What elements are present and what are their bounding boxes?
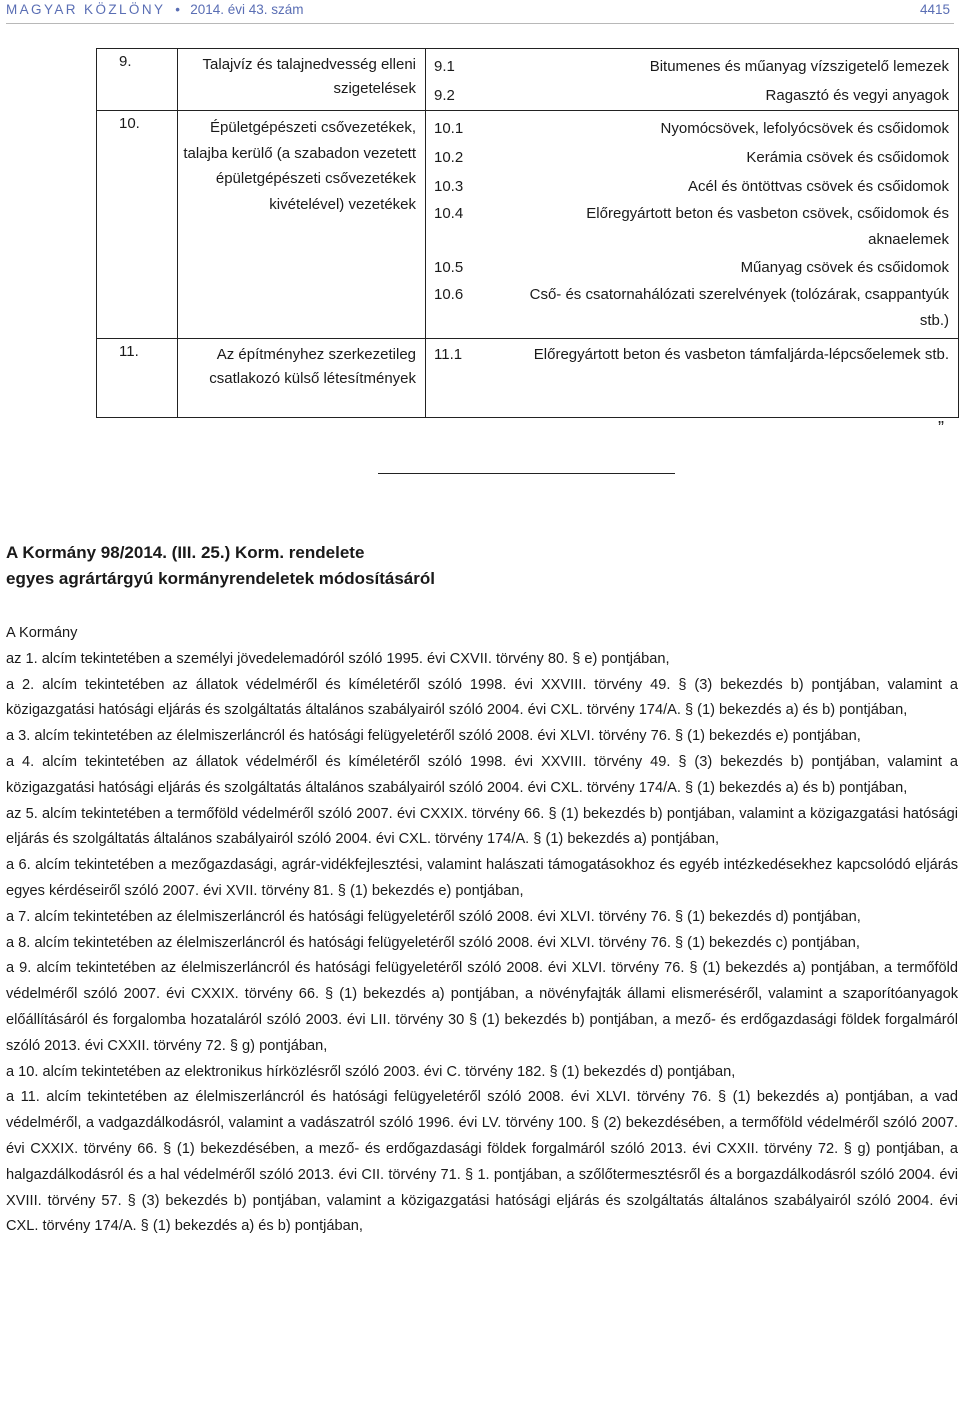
group-items — [426, 49, 959, 111]
header-rule — [6, 23, 954, 24]
closing-quote: ” — [938, 418, 944, 438]
decree-paragraph: az 5. alcím tekintetében a termőföld védelméről szóló 2007. évi CXXIX. törvény 66. § (1) bekezdés b) pontjában, valamint a közigazgatási hatósági eljárás és szolgáltatás általános szabályairól szóló 2004. évi CXL. törvény 174/A. § (1) bekezdés a) pontjában, — [6, 805, 958, 848]
item-text: Előregyártott beton és vasbeton csövek, csőidomok és aknaelemek — [586, 205, 949, 248]
decree-paragraph: a 2. alcím tekintetében az állatok védelméről és kíméletéről szóló 1998. évi XXVIII. törvény 49. § (3) bekezdés b) pontjában, valamint a közigazgatási hatósági eljárás és szolgáltatás általános szabályairól szóló 2004. évi CXL. törvény 174/A. § (1) bekezdés a) és b) pontjában, — [6, 676, 958, 719]
page-header — [0, 0, 960, 26]
list-item — [434, 114, 949, 143]
item-text: Cső- és csatornahálózati szerelvények (tolózárak, csappantyúk stb.) — [529, 286, 949, 329]
list-item — [434, 52, 949, 81]
item-text: Kerámia csövek és csőidomok — [746, 149, 949, 166]
item-text: Műanyag csövek és csőidomok — [740, 259, 949, 276]
item-number: 9.1 — [434, 58, 455, 75]
item-text: Ragasztó és vegyi anyagok — [765, 87, 949, 104]
group-items — [426, 111, 959, 339]
decree-paragraph: a 9. alcím tekintetében az élelmiszerláncról és hatósági felügyeletéről szóló 2008. évi XLVI. törvény 76. § (1) bekezdés a) pontjában, a termőföld védelméről szóló 2007. évi CXXIX. törvény 66. § (1) bekezdés a) pontjában, a növényfajták állami elismeréséről, valamint a szaporítóanyagok előállításáról és forgalomba hozataláról szóló 2003. évi LII. törvény 30 § (1) bekezdés b) pontjában, a mező- és erdőgazdasági földek forgalmáról szóló 2013. évi CXXII. törvény 72. § g) pontjában, — [6, 960, 958, 1054]
list-item — [434, 282, 949, 338]
decree-paragraph: az 1. alcím tekintetében a személyi jövedelemadóról szóló 1995. évi CXVII. törvény 80. § e) pontjában, — [6, 650, 670, 667]
decree-paragraph: a 11. alcím tekintetében az élelmiszerláncról és hatósági felügyeletéről szóló 2008. évi XLVI. törvény 76. § (1) bekezdés a) pontjában, a vad védelméről, a vadgazdálkodásról, valamint a vadászatról szóló 1996. évi LV. törvény 100. § (2) bekezdésében, a termőföld védelméről szóló 2007. évi CXXIX. törvény 66. § (1) bekezdésében, a mező- és erdőgazdasági földek forgalmáról szóló 2013. évi CXXII. törvény 72. § g) pontjában, a halgazdálkodásról és a hal védelméről szóló 2013. évi CII. törvény 71. § 1. pontjában, a szőlőtermesztésről és a borgazdálkodásról szóló 2004. évi XVIII. törvény 57. § (3) bekezdés b) pontjában, valamint a közigazgatási hatósági eljárás és szolgáltatás általános szabályairól szóló 2004. évi CXL. törvény 174/A. § (1) bekezdés a) és b) pontjában, — [6, 1089, 958, 1235]
section-separator — [378, 473, 675, 474]
item-text: Nyomócsövek, lefolyócsövek és csőidomok — [660, 120, 949, 137]
decree-paragraph: a 7. alcím tekintetében az élelmiszerláncról és hatósági felügyeletéről szóló 2008. évi XLVI. törvény 76. § (1) bekezdés d) pontjában, — [6, 908, 861, 925]
table-row — [97, 339, 959, 418]
item-number: 11.1 — [434, 346, 463, 363]
decree-paragraph: a 8. alcím tekintetében az élelmiszerláncról és hatósági felügyeletéről szóló 2008. évi XLVI. törvény 76. § (1) bekezdés c) pontjában, — [6, 934, 860, 951]
group-number: 10. — [97, 111, 178, 339]
journal-header — [6, 2, 304, 17]
item-text: Előregyártott beton és vasbeton támfaljárda-lépcsőelemek stb. — [533, 346, 949, 363]
group-name: Talajvíz és talajnedvesség elleni szigetelések — [178, 49, 426, 111]
item-text: Bitumenes és műanyag vízszigetelő lemezek — [649, 58, 949, 75]
item-number: 10.4 — [434, 205, 464, 222]
page-number: 4415 — [919, 2, 950, 17]
item-number: 10.2 — [434, 149, 464, 166]
item-number: 10.5 — [434, 259, 464, 276]
group-name: Épületgépészeti csővezetékek, talajba kerülő (a szabadon vezetett épületgépészeti csővezetékek kivételével) vezetékek — [178, 111, 426, 339]
list-item — [434, 253, 949, 282]
table-row — [97, 111, 959, 339]
header-bullet: • — [175, 2, 181, 17]
item-text: Acél és öntöttvas csövek és csőidomok — [688, 178, 949, 195]
list-item — [434, 342, 949, 368]
decree-title-line2: egyes agrártárgyú kormányrendeletek módosításáról — [6, 569, 435, 588]
decree-body — [6, 621, 958, 1240]
decree-paragraph: a 6. alcím tekintetében a mezőgazdasági, agrár-vidékfejlesztési, valamint halászati támogatásokhoz és egyéb intézkedésekhez kapcsolódó eljárás egyes kérdéseiről szóló 2007. évi XVII. törvény 81. § (1) bekezdés e) pontjában, — [6, 857, 958, 899]
item-number: 9.2 — [434, 87, 455, 104]
list-item — [434, 172, 949, 201]
group-number: 11. — [97, 339, 178, 418]
decree-paragraph: a 4. alcím tekintetében az állatok védelméről és kíméletéről szóló 1998. évi XXVIII. törvény 49. § (3) bekezdés b) pontjában, valamint a közigazgatási hatósági eljárás és szolgáltatás általános szabályairól szóló 2004. évi CXL. törvény 174/A. § (1) bekezdés a) és b) pontjában, — [6, 753, 958, 796]
decree-title — [6, 540, 435, 592]
list-item — [434, 81, 949, 110]
list-item — [434, 201, 949, 253]
list-item — [434, 143, 949, 172]
item-number: 10.3 — [434, 178, 464, 195]
group-number: 9. — [97, 49, 178, 111]
journal-name: MAGYAR KÖZLÖNY — [6, 2, 166, 17]
decree-title-line1: A Kormány 98/2014. (III. 25.) Korm. rendelete — [6, 543, 365, 562]
materials-table — [96, 48, 959, 418]
decree-intro: A Kormány — [6, 625, 78, 641]
group-items — [426, 339, 959, 418]
table-row — [97, 49, 959, 111]
item-number: 10.1 — [434, 120, 464, 137]
item-number: 10.6 — [434, 286, 464, 303]
issue-label: 2014. évi 43. szám — [190, 2, 304, 17]
decree-paragraph: a 3. alcím tekintetében az élelmiszerláncról és hatósági felügyeletéről szóló 2008. évi XLVI. törvény 76. § (1) bekezdés e) pontjában, — [6, 728, 861, 745]
group-name: Az építményhez szerkezetileg csatlakozó külső létesítmények — [178, 339, 426, 418]
decree-paragraph: a 10. alcím tekintetében az elektronikus hírközlésről szóló 2003. évi C. törvény 182. § (1) bekezdés d) pontjában, — [6, 1063, 736, 1080]
